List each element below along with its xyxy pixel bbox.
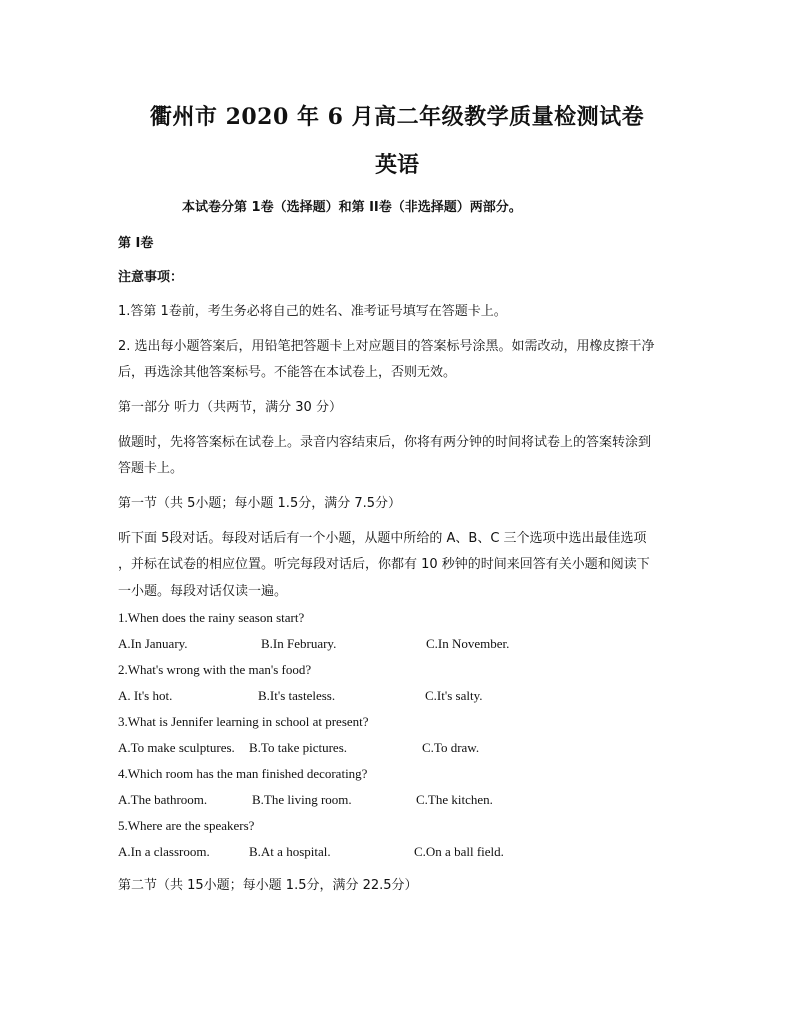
subject-title: 英语 [374,152,419,178]
notice-item-2-line-1: 2. 选出每小题答案后，用铅笔把答题卡上对应题目的答案标号涂黑。如需改动，用橡皮擦干净 [118,339,655,354]
notice-item-1: 1.答第 1卷前，考生务必将自己的姓名、准考证号填写在答题卡上。 [118,304,507,319]
option-a: A.In January. [118,636,188,651]
exam-intro: 本试卷分第 1卷（选择题）和第 II卷（非选择题）两部分。 [182,200,522,215]
option-c: C.To draw. [422,740,480,755]
option-c: C.In November. [426,636,510,651]
section1-instruction-line-2: ，并标在试卷的相应位置。听完每段对话后，你都有 10 秒钟的时间来回答有关小题和阅读下 [118,557,650,572]
option-c: C.On a ball field. [414,844,504,859]
notice-item-2-line-2: 后，再选涂其他答案标号。不能答在本试卷上，否则无效。 [118,365,457,380]
option-b: B.At a hospital. [249,844,331,859]
option-b: B.To take pictures. [249,740,348,755]
section1-heading: 第一节（共 5小题；每小题 1.5分，满分 7.5分） [118,496,402,511]
question-1-options [118,636,678,654]
question-5: 5.Where are the speakers? [118,818,255,833]
option-b: B.It's tasteless. [258,688,336,703]
question-2-options [118,688,678,706]
exam-title: 衢州市 2020 年 6 月高二年级教学质量检测试卷 [149,104,645,130]
question-4: 4.Which room has the man finished decorating? [118,766,368,781]
question-3: 3.What is Jennifer learning in school at present? [118,714,369,729]
question-3-options [118,740,678,758]
section1-instruction-line-1: 听下面 5段对话。每段对话后有一个小题，从题中所给的 A、B、C 三个选项中选出最佳选项 [118,531,647,546]
question-1: 1.When does the rainy season start? [118,610,305,625]
option-a: A.In a classroom. [118,844,210,859]
question-2: 2.What's wrong with the man's food? [118,662,312,677]
section1-instruction-line-3: 一小题。每段对话仅读一遍。 [118,584,288,599]
option-a: A.To make sculptures. [118,740,235,755]
option-b: B.In February. [261,636,337,651]
part1-instruction-line-2: 答题卡上。 [118,461,184,476]
option-a: A.The bathroom. [118,792,208,807]
option-a: A. It's hot. [118,688,173,703]
part1-heading: 第一部分 听力（共两节，满分 30 分） [118,400,342,415]
part1-instruction-line-1: 做题时，先将答案标在试卷上。录音内容结束后，你将有两分钟的时间将试卷上的答案转涂到 [118,435,652,450]
question-4-options [118,792,678,810]
section2-heading: 第二节（共 15小题；每小题 1.5分，满分 22.5分） [118,878,418,893]
notice-heading: 注意事项： [118,270,184,285]
option-b: B.The living room. [252,792,352,807]
volume-heading: 第 I卷 [118,236,154,251]
question-5-options [118,844,678,862]
option-c: C.It's salty. [425,688,483,703]
option-c: C.The kitchen. [416,792,493,807]
